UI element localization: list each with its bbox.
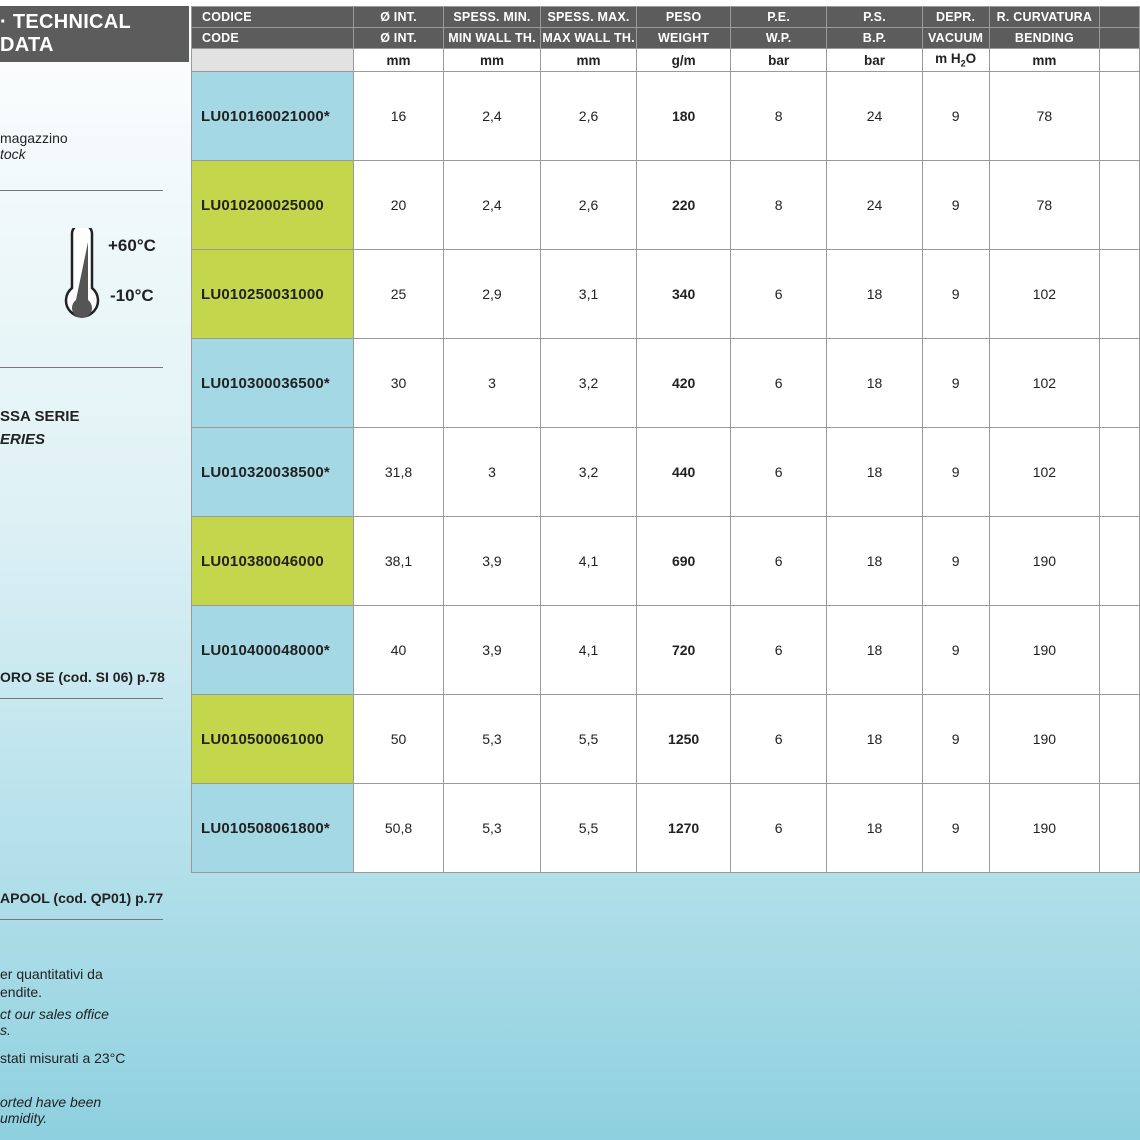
cell-max: 4,1 (540, 517, 637, 606)
cell-pe: 6 (730, 517, 826, 606)
divider (0, 190, 163, 191)
header-cell: B.P. (827, 28, 922, 49)
technical-data-table (191, 6, 1140, 873)
header-cell: PESO (637, 7, 731, 28)
header-row-it (192, 7, 1140, 28)
header-cell: P.E. (730, 7, 826, 28)
cell-depr: 9 (922, 428, 989, 517)
table-row (192, 72, 1140, 161)
cell-curv: 78 (989, 72, 1100, 161)
product-code-cell: LU010508061800* (192, 784, 354, 873)
header-cell: DEPR. (922, 7, 989, 28)
cell-empty (1100, 72, 1140, 161)
product-code-cell: LU010400048000* (192, 606, 354, 695)
cell-empty (1100, 784, 1140, 873)
header-cell: P.S. (827, 7, 922, 28)
cell-min: 5,3 (444, 784, 541, 873)
cell-ps: 18 (827, 517, 922, 606)
unit-text: m H (935, 51, 961, 67)
product-code-cell: LU010320038500* (192, 428, 354, 517)
cell-min: 3,9 (444, 517, 541, 606)
cell-min: 2,9 (444, 250, 541, 339)
cell-min: 2,4 (444, 161, 541, 250)
header-cell: CODE (192, 28, 354, 49)
cell-peso: 420 (637, 339, 731, 428)
cell-curv: 190 (989, 517, 1100, 606)
divider (0, 698, 163, 699)
cell-peso: 180 (637, 72, 731, 161)
cell-max: 2,6 (540, 72, 637, 161)
cell-peso: 690 (637, 517, 731, 606)
cell-empty (1100, 428, 1140, 517)
cell-peso: 1270 (637, 784, 731, 873)
cell-min: 3 (444, 339, 541, 428)
cell-curv: 102 (989, 428, 1100, 517)
cell-pe: 6 (730, 606, 826, 695)
product-code-cell: LU010250031000 (192, 250, 354, 339)
cell-curv: 190 (989, 695, 1100, 784)
note2-it: stati misurati a 23°C (0, 1050, 126, 1066)
cell-pe: 6 (730, 695, 826, 784)
unit-cell: mm (540, 49, 637, 72)
thermometer-icon (62, 228, 102, 324)
cell-ps: 18 (827, 606, 922, 695)
cell-max: 5,5 (540, 784, 637, 873)
cell-pe: 6 (730, 250, 826, 339)
table-row (192, 339, 1140, 428)
header-cell: R. CURVATURA (989, 7, 1100, 28)
divider (0, 919, 163, 920)
note1-it-line1: er quantitativi da (0, 966, 103, 982)
cell-max: 2,6 (540, 161, 637, 250)
header-cell: Ø INT. (353, 28, 443, 49)
cell-peso: 220 (637, 161, 731, 250)
header-cell: SPESS. MIN. (444, 7, 541, 28)
unit-cell: g/m (637, 49, 731, 72)
note1-en-line2: s. (0, 1022, 11, 1038)
unit-subscript: 2 (960, 58, 966, 69)
cell-int: 31,8 (353, 428, 443, 517)
unit-text: O (965, 51, 977, 67)
table-row (192, 250, 1140, 339)
cell-pe: 6 (730, 428, 826, 517)
cell-int: 20 (353, 161, 443, 250)
cell-ps: 18 (827, 339, 922, 428)
cell-depr: 9 (922, 517, 989, 606)
table-row (192, 695, 1140, 784)
cell-empty (1100, 250, 1140, 339)
cell-empty (1100, 161, 1140, 250)
divider (0, 367, 163, 368)
cell-int: 16 (353, 72, 443, 161)
cell-max: 3,2 (540, 428, 637, 517)
table-row (192, 517, 1140, 606)
cell-int: 50 (353, 695, 443, 784)
cell-depr: 9 (922, 784, 989, 873)
cell-depr: 9 (922, 161, 989, 250)
unit-cell: bar (827, 49, 922, 72)
header-cell: BENDING (989, 28, 1100, 49)
cell-empty (1100, 517, 1140, 606)
cell-max: 5,5 (540, 695, 637, 784)
cell-ps: 24 (827, 161, 922, 250)
header-cell: W.P. (730, 28, 826, 49)
series-label-en: ERIES (0, 431, 46, 448)
cell-curv: 78 (989, 161, 1100, 250)
cell-curv: 102 (989, 250, 1100, 339)
header-cell (1100, 28, 1140, 49)
cell-ps: 24 (827, 72, 922, 161)
note2-en-line1: orted have been (0, 1094, 102, 1110)
header-cell: WEIGHT (637, 28, 731, 49)
header-cell: MIN WALL TH. (444, 28, 541, 49)
table-row (192, 428, 1140, 517)
product-code-cell: LU010160021000* (192, 72, 354, 161)
cell-peso: 1250 (637, 695, 731, 784)
note2-en-line2: umidity. (0, 1110, 48, 1126)
cell-depr: 9 (922, 339, 989, 428)
header-cell: CODICE (192, 7, 354, 28)
cell-empty (1100, 339, 1140, 428)
cell-int: 38,1 (353, 517, 443, 606)
cell-ps: 18 (827, 695, 922, 784)
product-code-cell: LU010500061000 (192, 695, 354, 784)
unit-cell: mm (353, 49, 443, 72)
cell-int: 40 (353, 606, 443, 695)
unit-cell-vacuum (922, 49, 989, 72)
cell-peso: 720 (637, 606, 731, 695)
unit-cell: bar (730, 49, 826, 72)
cell-empty (1100, 695, 1140, 784)
cell-int: 25 (353, 250, 443, 339)
unit-cell: mm (444, 49, 541, 72)
cell-curv: 190 (989, 784, 1100, 873)
table-row (192, 784, 1140, 873)
units-row (192, 49, 1140, 72)
product-code-cell: LU010300036500* (192, 339, 354, 428)
cell-ps: 18 (827, 784, 922, 873)
cell-depr: 9 (922, 72, 989, 161)
header-cell (1100, 7, 1140, 28)
cell-min: 2,4 (444, 72, 541, 161)
cell-depr: 9 (922, 695, 989, 784)
cell-max: 4,1 (540, 606, 637, 695)
reference-link-1[interactable]: ORO SE (cod. SI 06) p.78 (0, 669, 165, 685)
cell-min: 3 (444, 428, 541, 517)
cell-empty (1100, 606, 1140, 695)
cell-pe: 8 (730, 161, 826, 250)
header-cell: VACUUM (922, 28, 989, 49)
cell-int: 30 (353, 339, 443, 428)
cell-max: 3,2 (540, 339, 637, 428)
cell-int: 50,8 (353, 784, 443, 873)
header-cell: SPESS. MAX. (540, 7, 637, 28)
cell-max: 3,1 (540, 250, 637, 339)
cell-curv: 102 (989, 339, 1100, 428)
table-row (192, 606, 1140, 695)
note1-en-line1: ct our sales office (0, 1006, 109, 1022)
cell-ps: 18 (827, 250, 922, 339)
unit-cell (192, 49, 354, 72)
cell-pe: 6 (730, 784, 826, 873)
note1-it-line2: endite. (0, 984, 43, 1000)
cell-pe: 8 (730, 72, 826, 161)
reference-link-2[interactable]: APOOL (cod. QP01) p.77 (0, 890, 164, 906)
product-code-cell: LU010380046000 (192, 517, 354, 606)
stock-label-it: magazzino (0, 130, 68, 146)
cell-ps: 18 (827, 428, 922, 517)
series-label-it: SSA SERIE (0, 408, 80, 425)
section-title-text: · TECHNICAL DATA (0, 11, 131, 56)
cell-min: 5,3 (444, 695, 541, 784)
header-cell: Ø INT. (353, 7, 443, 28)
cell-depr: 9 (922, 606, 989, 695)
table-row (192, 161, 1140, 250)
stock-label-en: tock (0, 146, 26, 162)
header-cell: MAX WALL TH. (540, 28, 637, 49)
unit-cell (1100, 49, 1140, 72)
sidebar (0, 0, 180, 1140)
temp-min: -10°C (110, 286, 154, 305)
section-title (0, 6, 189, 62)
cell-curv: 190 (989, 606, 1100, 695)
cell-peso: 440 (637, 428, 731, 517)
cell-depr: 9 (922, 250, 989, 339)
technical-data-table-wrapper (191, 6, 1140, 873)
product-code-cell: LU010200025000 (192, 161, 354, 250)
cell-peso: 340 (637, 250, 731, 339)
unit-cell: mm (989, 49, 1100, 72)
cell-pe: 6 (730, 339, 826, 428)
cell-min: 3,9 (444, 606, 541, 695)
temp-max: +60°C (108, 236, 156, 255)
header-row-en (192, 28, 1140, 49)
